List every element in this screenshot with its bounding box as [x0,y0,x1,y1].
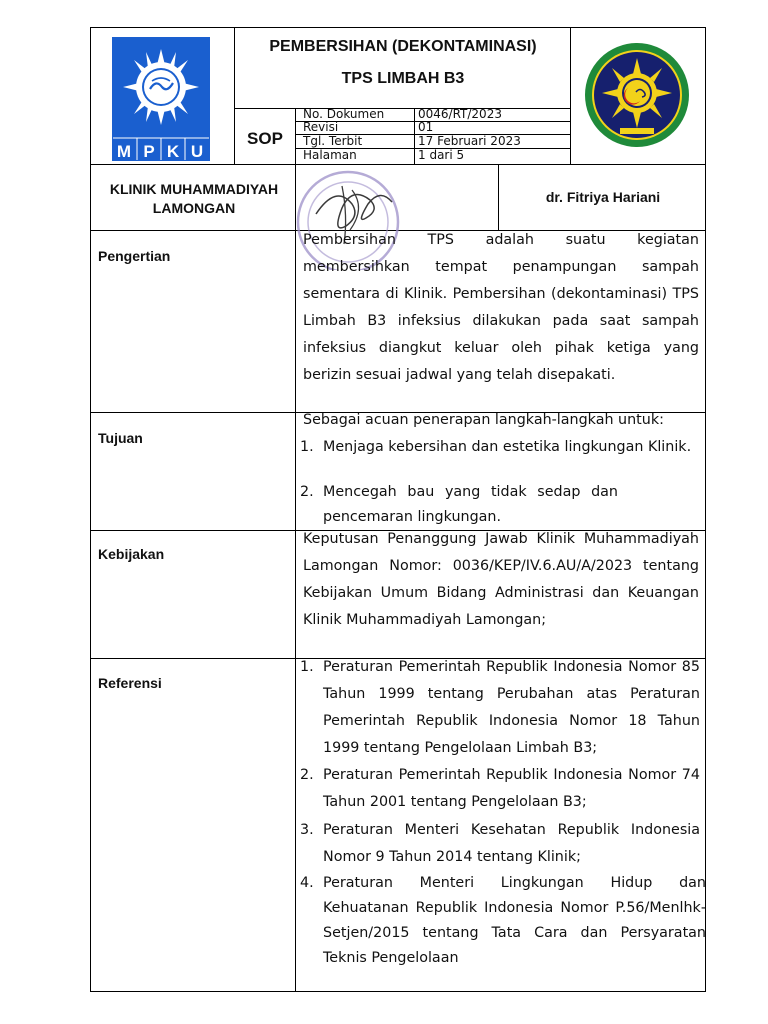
header-bottom-rule [90,164,706,165]
section-label-kebijakan: Kebijakan [98,546,165,562]
logo-letter: P [143,142,155,161]
list-text: Mencegah bau yang tidak sedap dan pencemaran lingkungan. [323,484,618,525]
signature-column-rule [498,164,499,230]
logo-letter: K [166,142,180,161]
meta-label: Revisi [303,120,339,134]
list-number: 1. [300,439,314,455]
sop-label: SOP [247,129,283,148]
list-text: Peraturan Menteri Kesehatan Republik Indonesia Nomor 9 Tahun 2014 tentang Klinik; [323,822,700,865]
tujuan-intro: Sebagai acuan penerapan langkah-langkah untuk: [303,412,664,428]
list-number: 4. [300,875,314,891]
section-label-referensi: Referensi [98,675,162,691]
list-item [300,762,700,816]
pengertian-text: Pembersihan TPS adalah suatu kegiatan membersihkan tempat penampungan sampah sementara di Klinik. Pembersihan (dekontaminasi) TPS Limbah B3 infeksius dilakukan pada saat sampah infeksius diangkut keluar oleh pihak ketiga yang berizin sesuai jadwal yang telah disepakati. [303,232,699,383]
list-text: Menjaga kebersihan dan estetika lingkungan Klinik. [323,439,692,455]
muhammadiyah-emblem [584,42,690,148]
list-text: Peraturan Pemerintah Republik Indonesia Nomor 85 Tahun 1999 tentang Perubahan atas Peraturan Pemerintah Republik Indonesia Nomor 18 Tahun 1999 tentang Pengelolaan Limbah B3; [323,659,700,756]
list-number: 2. [300,767,314,783]
clinic-name: KLINIK MUHAMMADIYAH LAMONGAN [109,181,279,216]
meta-column-rule [414,108,415,164]
document-subtitle: TPS LIMBAH B3 [341,70,465,87]
list-text: Peraturan Menteri Lingkungan Hidup dan Kehuatanan Republik Indonesia Nomor P.56/Menlhk-Setjen/2015 tentang Tata Cara dan Persyaratan Teknis Pengelolaan [323,875,706,966]
section-label-pengertian: Pengertian [98,248,171,264]
logo-letter: U [190,142,204,161]
meta-label: Tgl. Terbit [303,134,363,148]
list-item [300,480,700,530]
list-item [300,817,700,871]
mpku-logo [112,37,210,161]
meta-value: 01 [418,120,434,134]
document-title: PEMBERSIHAN (DEKONTAMINASI) [269,38,537,55]
list-number: 3. [300,822,314,838]
meta-label: Halaman [303,148,357,162]
meta-label: No. Dokumen [303,107,385,121]
list-item [300,438,700,457]
list-number: 1. [300,659,314,675]
list-number: 2. [300,484,314,500]
title-rule [234,108,571,109]
logo-letter: M [116,142,132,161]
kebijakan-text: Keputusan Penanggung Jawab Klinik Muhammadiyah Lamongan Nomor: 0036/KEP/IV.6.AU/A/2023 tentang Kebijakan Umum Bidang Administrasi dan Keuangan Klinik Muhammadiyah Lamongan; [303,531,699,628]
list-item [300,871,706,971]
meta-value: 0046/RT/2023 [418,107,502,121]
meta-value: 17 Februari 2023 [418,134,521,148]
signer-name: dr. Fitriya Hariani [545,189,661,205]
list-text: Peraturan Pemerintah Republik Indonesia Nomor 74 Tahun 2001 tentang Pengelolaan B3; [323,767,700,810]
section-label-tujuan: Tujuan [98,430,143,446]
list-item [300,654,700,762]
meta-value: 1 dari 5 [418,148,465,162]
